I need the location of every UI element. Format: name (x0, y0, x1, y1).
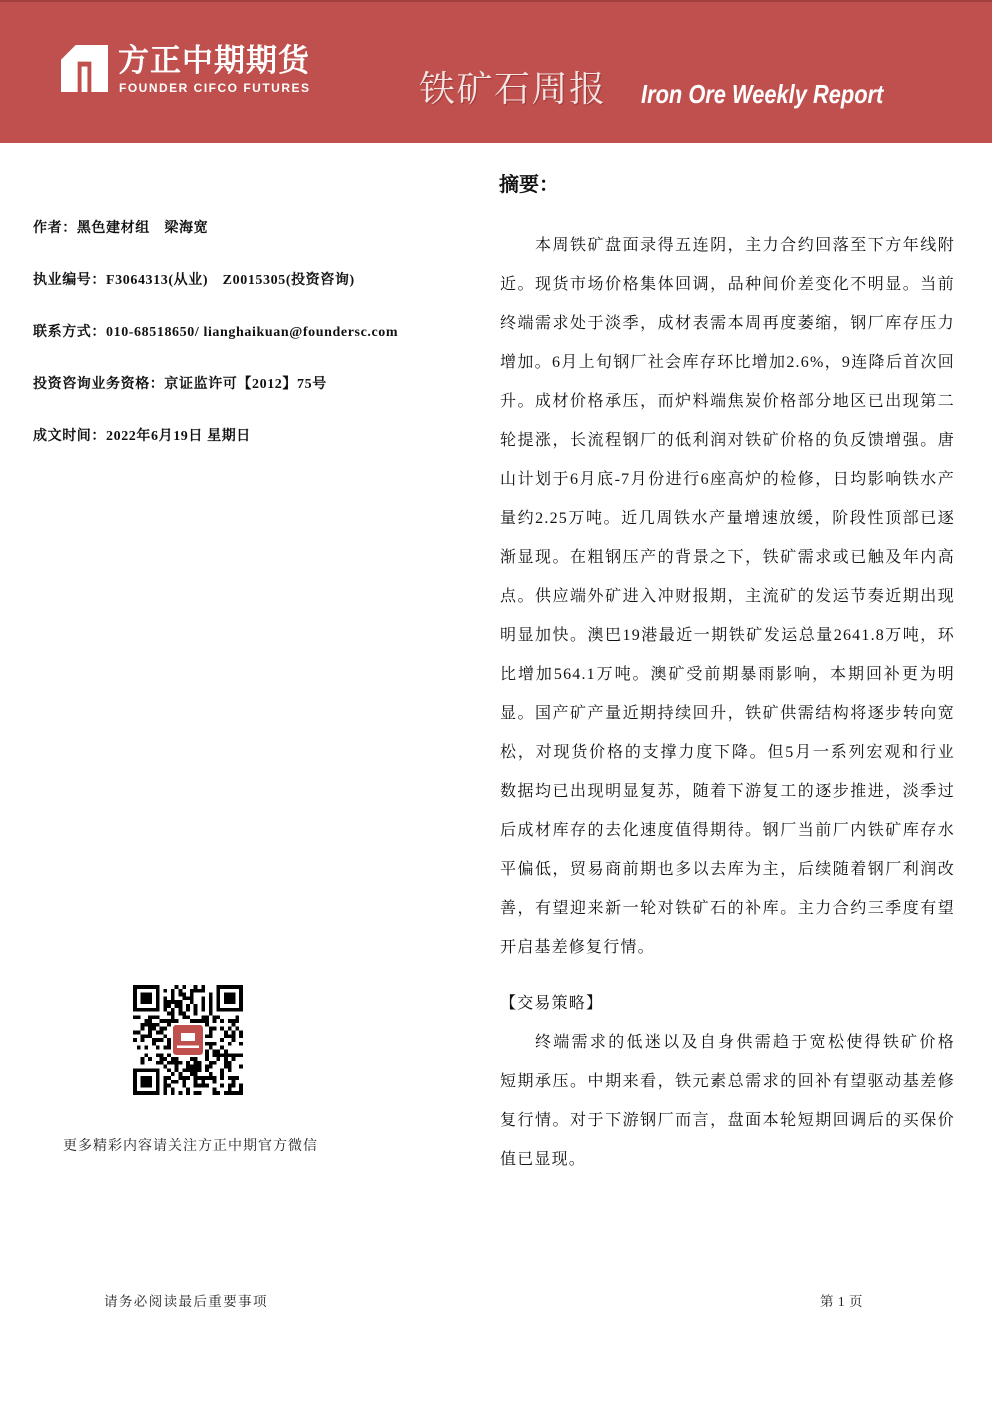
summary-line: 升。成材价格承压，而炉料端焦炭价格部分地区已出现第二 (500, 393, 955, 410)
qr-center-logo-text (177, 1046, 199, 1048)
logo-inner-bar (82, 67, 88, 92)
qr-center-logo-mark (181, 1033, 195, 1041)
qr-finder-core (141, 993, 152, 1004)
license-value: F3064313(从业) Z0015305(投资咨询) (106, 273, 355, 288)
summary-line: 松，对现货价格的支撑力度下降。但5月一系列宏观和行业 (500, 744, 955, 761)
wechat-qr-code-icon (133, 985, 243, 1095)
qr-finder-core (141, 1076, 152, 1087)
qr-finder-top-right (216, 985, 243, 1012)
header-band (0, 0, 992, 143)
header-top-rule (0, 0, 992, 2)
qualification-label: 投资咨询业务资格： (33, 377, 165, 392)
company-name-cn: 方正中期期货 (118, 43, 310, 79)
summary-body (500, 226, 955, 967)
qr-finder-top-left (133, 985, 160, 1012)
date-label: 成文时间： (33, 429, 106, 444)
page-number: 第 1 页 (820, 1294, 863, 1309)
qualification-value: 京证监许可【2012】75号 (164, 377, 327, 392)
summary-line: 渐显现。在粗钢压产的背景之下，铁矿需求或已触及年内高 (500, 549, 955, 566)
summary-line: 善，有望迎来新一轮对铁矿石的补库。主力合约三季度有望 (500, 900, 955, 917)
strategy-line: 短期承压。中期来看，铁元素总需求的回补有望驱动基差修 (500, 1073, 955, 1090)
summary-line: 开启基差修复行情。 (500, 939, 655, 956)
summary-line: 山计划于6月底-7月份进行6座高炉的检修，日均影响铁水产 (500, 471, 955, 488)
summary-line: 本周铁矿盘面录得五连阴，主力合约回落至下方年线附 (535, 237, 955, 254)
summary-line: 明显加快。澳巴19港最近一期铁矿发运总量2641.8万吨，环 (500, 627, 955, 644)
summary-line: 近。现货市场价格集体回调，品种间价差变化不明显。当前 (500, 276, 955, 293)
qr-finder-core (224, 993, 235, 1004)
summary-line: 量约2.25万吨。近几周铁水产量增速放缓，阶段性顶部已逐 (500, 510, 955, 527)
qr-caption: 更多精彩内容请关注方正中期官方微信 (63, 1139, 318, 1154)
strategy-line: 值已显现。 (500, 1151, 587, 1168)
summary-line: 数据均已出现明显复苏，随着下游复工的逐步推进，淡季过 (500, 783, 955, 800)
strategy-heading: 【交易策略】 (500, 995, 604, 1012)
contact-label: 联系方式： (33, 325, 106, 340)
summary-line: 后成材库存的去化速度值得期待。钢厂当前厂内铁矿库存水 (500, 822, 955, 839)
license-label: 执业编号： (33, 273, 106, 288)
author-line (33, 219, 208, 239)
strategy-line: 复行情。对于下游钢厂而言，盘面本轮短期回调后的买保价 (500, 1112, 955, 1129)
founder-cifco-logo-icon (61, 45, 108, 92)
summary-line: 轮提涨，长流程钢厂的低利润对铁矿价格的负反馈增强。唐 (500, 432, 955, 449)
report-title-en: Iron Ore Weekly Report (641, 79, 884, 109)
license-line (33, 271, 355, 291)
summary-line: 比增加564.1万吨。澳矿受前期暴雨影响，本期回补更为明 (500, 666, 955, 683)
author-label: 作者： (33, 221, 77, 236)
contact-value: 010-68518650/ lianghaikuan@foundersc.com (106, 325, 399, 340)
company-name-en: FOUNDER CIFCO FUTURES (119, 81, 311, 95)
date-value: 2022年6月19日 星期日 (106, 429, 251, 444)
author-value: 黑色建材组 梁海宽 (76, 221, 209, 236)
contact-line (33, 323, 398, 343)
summary-line: 平偏低，贸易商前期也多以去库为主，后续随着钢厂利润改 (500, 861, 955, 878)
summary-line: 增加。6月上旬钢厂社会库存环比增加2.6%，9连降后首次回 (500, 354, 955, 371)
summary-line: 显。国产矿产量近期持续回升，铁矿供需结构将逐步转向宽 (500, 705, 955, 722)
strategy-body (500, 1023, 955, 1179)
qr-finder-bottom-left (133, 1068, 160, 1095)
summary-line: 终端需求处于淡季，成材表需本周再度萎缩，钢厂库存压力 (500, 315, 955, 332)
date-line (33, 427, 251, 447)
strategy-line: 终端需求的低迷以及自身供需趋于宽松使得铁矿价格 (535, 1034, 955, 1051)
report-title-cn: 铁矿石周报 (419, 69, 607, 110)
qualification-line (33, 375, 327, 395)
summary-heading: 摘要： (499, 174, 559, 196)
footer-notice: 请务必阅读最后重要事项 (104, 1294, 268, 1309)
summary-line: 点。供应端外矿进入冲财报期，主流矿的发运节奏近期出现 (500, 588, 955, 605)
